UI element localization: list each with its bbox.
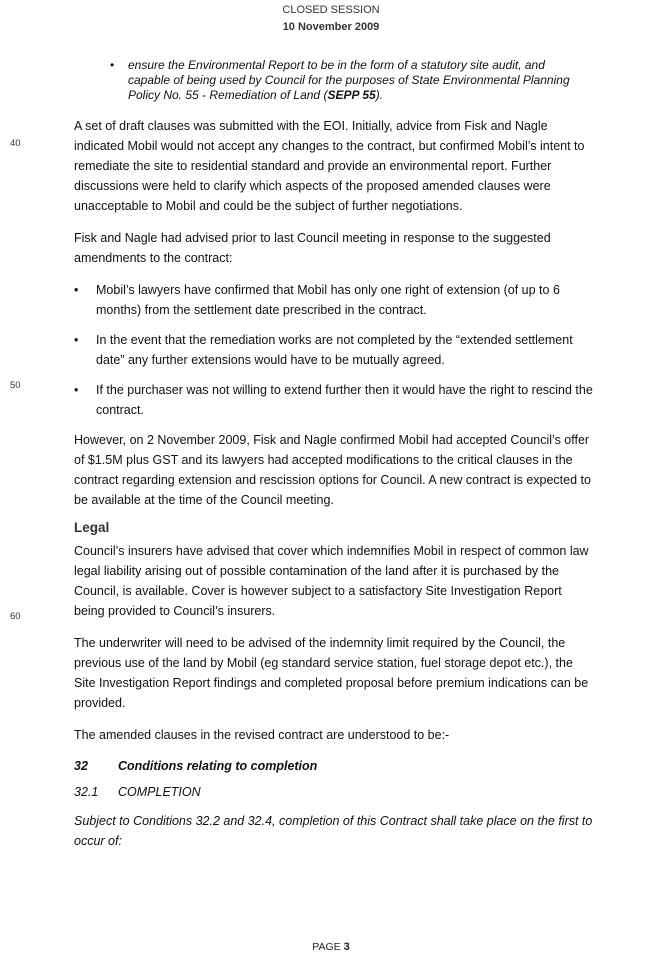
paragraph-underwriter: The underwriter will need to be advised of the indemnity limit required by the Council, the previous use of the land by Mobil (eg standard service station, fuel storage depot etc.), the Site Investigation Report findings and completed proposal before premium indications can be provided. [74,636,589,710]
clause-32-1-heading: 32.1 COMPLETION [74,785,201,799]
list-item: • If the purchaser was not willing to extend further then it would have the right to rescind the contract. [74,380,594,420]
clause-text: Subject to Conditions 32.2 and 32.4, completion of this Contract shall take place on the first to occur of: [74,814,593,848]
bullet-dot: • [74,283,79,297]
sepp-abbrev: SEPP 55 [327,88,376,102]
top-bullet [0,58,662,108]
line-number: 40 [10,138,21,149]
paragraph-mobil-accepted: However, on 2 November 2009, Fisk and Nagle confirmed Mobil had accepted Council’s offer of $1.5M plus GST and its lawyers had accepted modifications to the critical clauses in the contract regarding extension and rescission options for Council. A new contract is expected to be available at the time of the Council meeting. [74,433,591,507]
list-item: • Mobil’s lawyers have confirmed that Mobil has only one right of extension (of up to 6 months) from the settlement date prescribed in the contract. [74,280,594,320]
bullet-dot: • [110,58,115,72]
session-date: 10 November 2009 [282,21,380,33]
paragraph-fisk-nagle-advice: Fisk and Nagle had advised prior to last Council meeting in response to the suggested amendments to the contract: [74,231,551,265]
bullet-dot: • [74,333,79,347]
line-number: 60 [10,611,21,622]
clause-32-heading: 32 Conditions relating to completion [74,759,318,773]
section-heading-legal: Legal [74,520,110,535]
page-number: 3 [343,941,350,953]
paragraph-draft-clauses: A set of draft clauses was submitted with the EOI. Initially, advice from Fisk and Nagle indicated Mobil would not accept any changes to the contract, but confirmed Mobil’s intent to remediate the site to residential standard and provide an environmental report. Further discussions were held to clarify which aspects of the proposed amended clauses were unacceptable to Mobil and could be the subject of further negotiations. [74,119,585,213]
session-header: CLOSED SESSION [282,4,380,16]
bullet-dot: • [74,383,79,397]
line-number: 50 [10,380,21,391]
paragraph-insurers: Council’s insurers have advised that cover which indemnifies Mobil in respect of common law legal liability arising out of possible contamination of the land after it is purchased by the Council, is available. Cover is however subject to a satisfactory Site Investigation Report being provided to Council’s insurers. [74,544,589,618]
page-footer: PAGE 3 [312,941,350,953]
list-item: • In the event that the remediation works are not completed by the “extended settlement date” any further extensions would have to be mutually agreed. [74,330,594,370]
document-body [74,116,594,851]
paragraph-amended-clauses: The amended clauses in the revised contract are understood to be:- [74,728,450,742]
top-bullet-text: ensure the Environmental Report to be in the form of a statutory site audit, and capable of being used by Council for the purposes of State Environmental Planning Policy No. 55 - Remediation of Land (SEPP 55). [128,58,570,102]
